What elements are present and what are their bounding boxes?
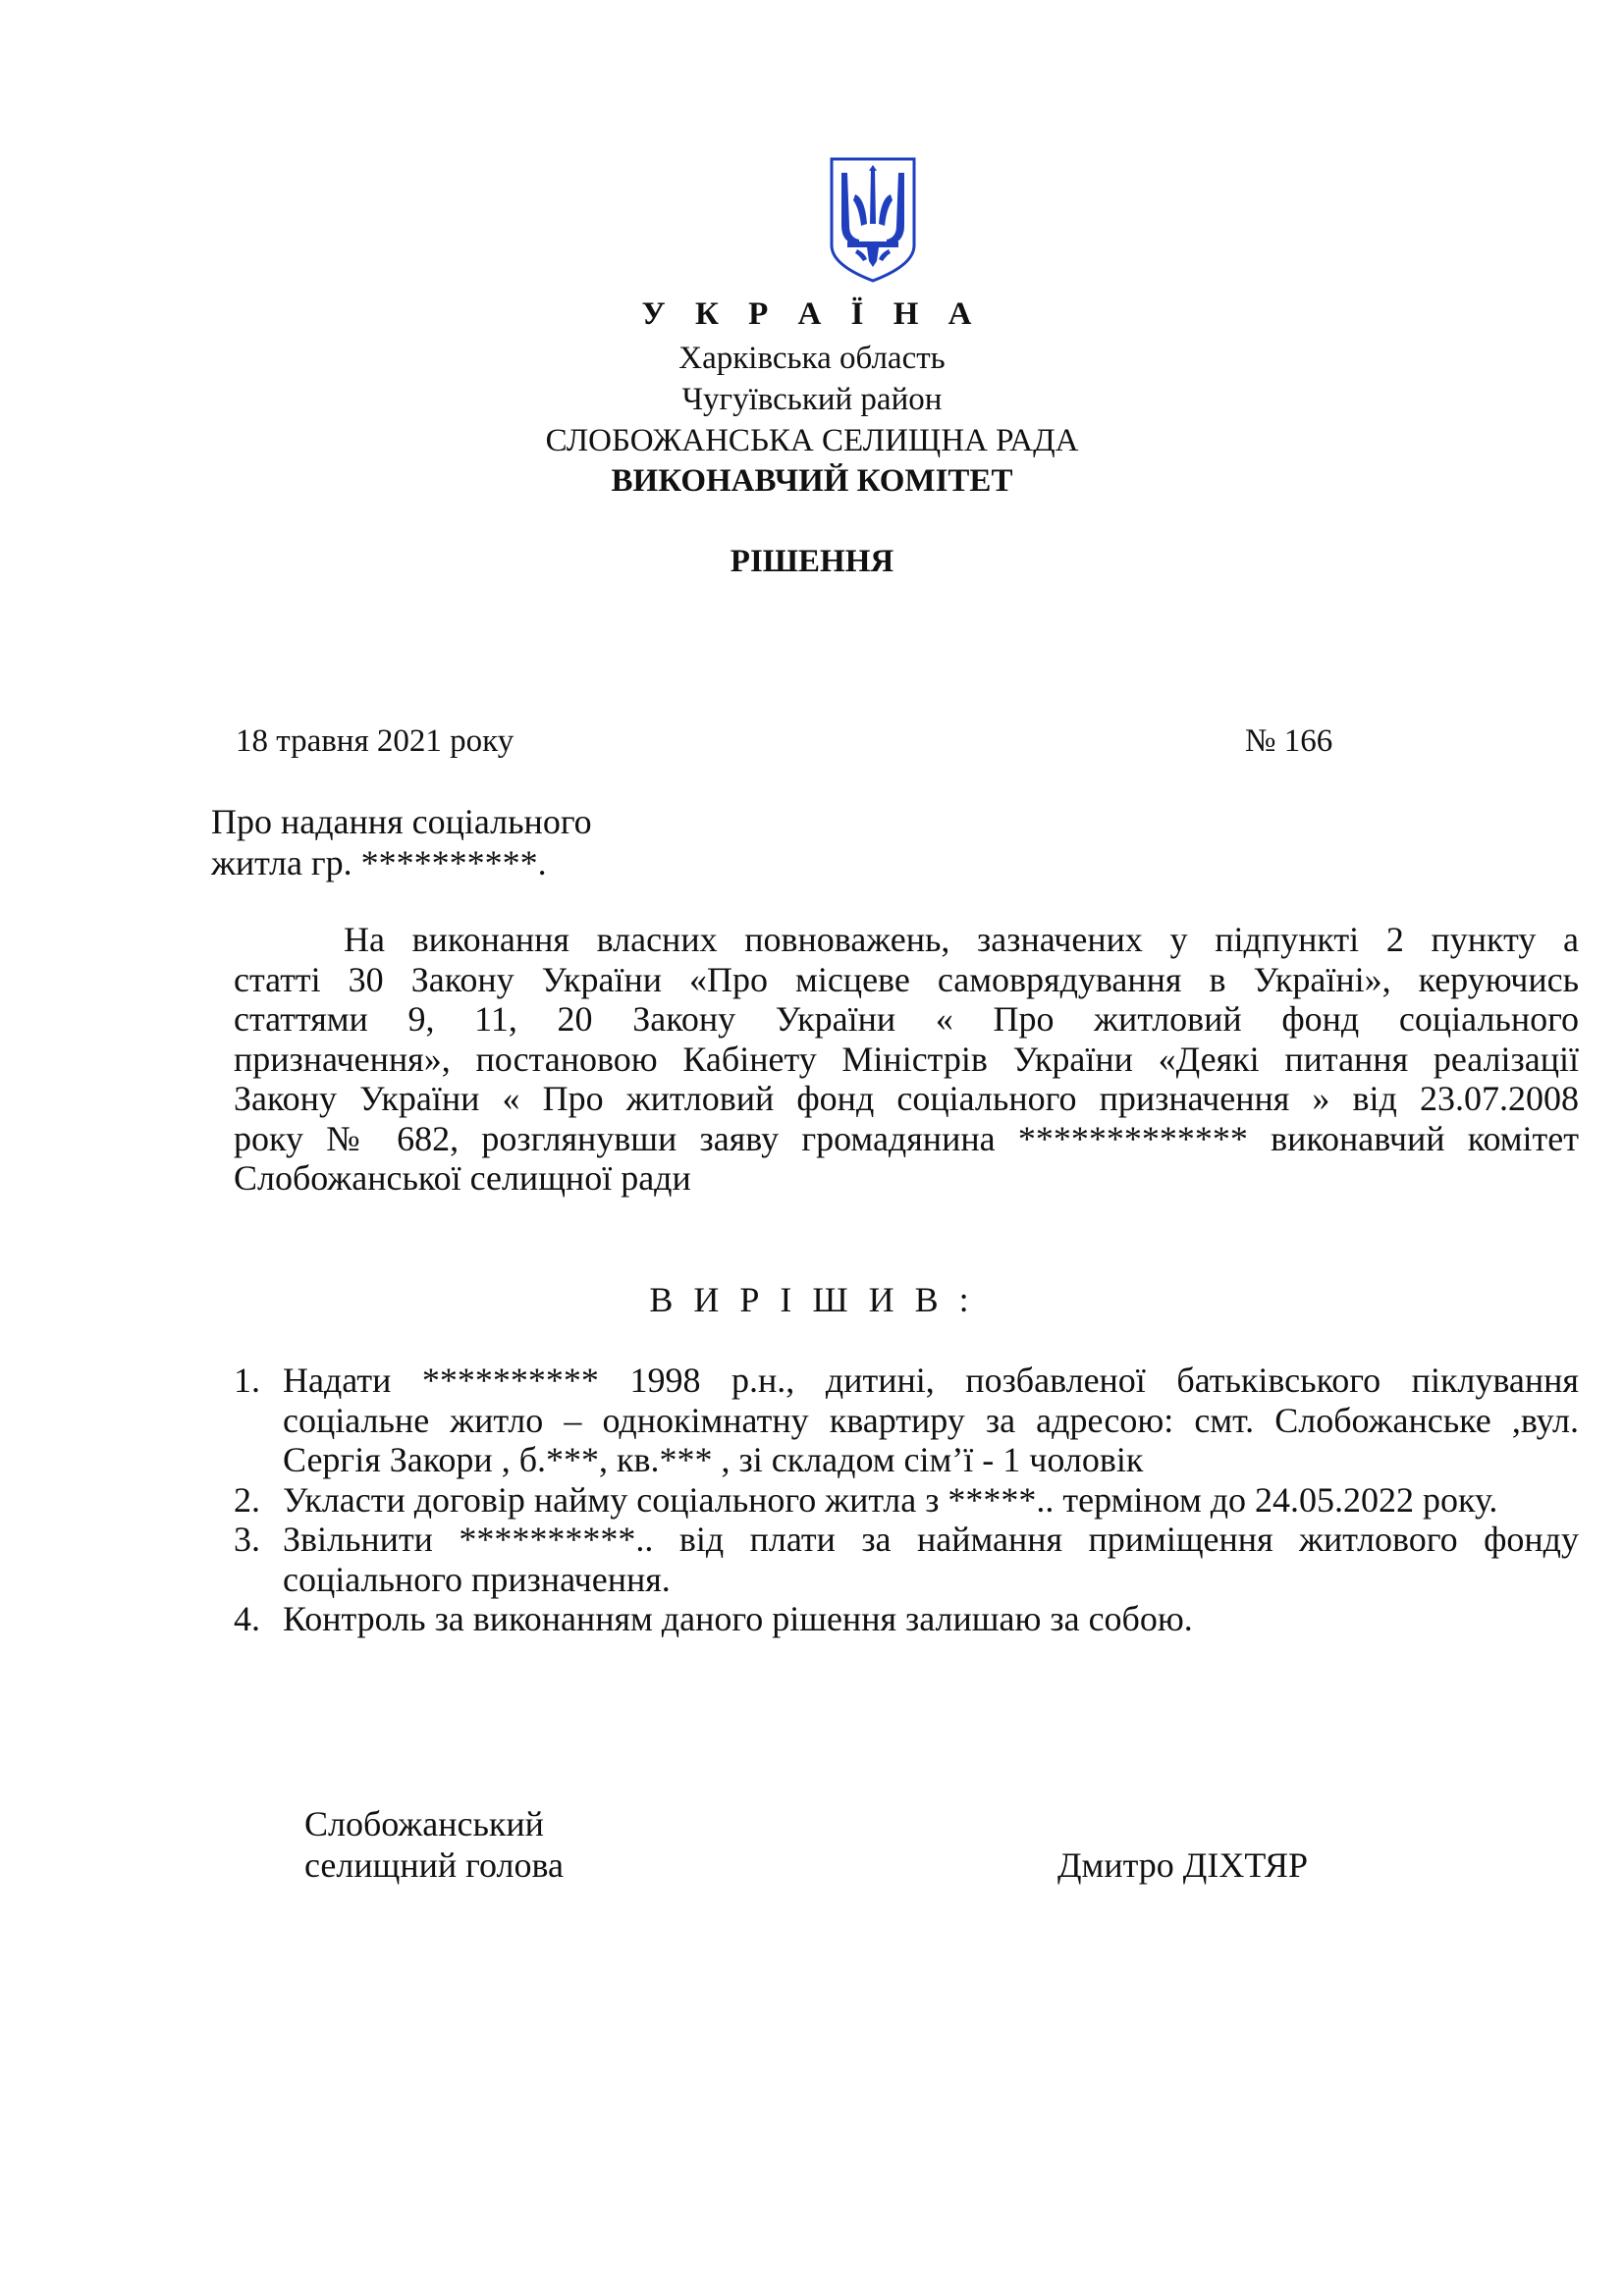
preamble-paragraph [234, 920, 1579, 1199]
item-number: 2. [234, 1479, 260, 1520]
item-line: Укласти договір найму соціального житла з *****.. терміном до 24.05.2022 року. [283, 1479, 1498, 1520]
item-number: 4. [234, 1599, 260, 1638]
decision-number: № 166 [1245, 723, 1333, 759]
item-line: Надати ********** 1998 р.н., дитині, позбавленої батьківського піклування [283, 1361, 1579, 1400]
preamble-line: статті 30 Закону України «Про місцеве самоврядування в Україні», керуючись [234, 959, 1579, 999]
item-line: соціальне житло – однокімнатну квартиру за адресою: смт. Слобожанське ,вул. [283, 1400, 1579, 1440]
item-line: Звільнити **********.. від плати за наймання приміщення житлового фонду [283, 1520, 1579, 1559]
list-item [234, 1599, 1579, 1639]
country-name: У К Р А Ї Н А [641, 296, 983, 332]
preamble-line: року № 682, розглянувши заяву громадянина ************* виконавчий комітет [234, 1118, 1579, 1158]
ukraine-trident-emblem-icon [828, 155, 918, 285]
item-line: соціального призначення. [283, 1559, 671, 1599]
preamble-line: Закону України « Про житловий фонд соціального призначення » від 23.07.2008 [234, 1079, 1579, 1118]
preamble-line: призначення», постановою Кабінету Міністрів України «Деякі питання реалізації [234, 1039, 1579, 1079]
preamble-line: Слобожанської селищної ради [234, 1158, 691, 1198]
item-number: 1. [234, 1361, 260, 1400]
signatory-position-line: селищний голова [304, 1845, 565, 1885]
preamble-line: статтями 9, 11, 20 Закону України « Про житловий фонд соціального [234, 999, 1579, 1039]
council-name: СЛОБОЖАНСЬКА СЕЛИЩНА РАДА [545, 423, 1079, 458]
preamble-line: На виконання власних повноважень, зазначених у підпункті 2 пункту а [344, 920, 1579, 959]
signatory-position [304, 1803, 564, 1886]
decision-items-list [234, 1361, 1579, 1639]
signatory-name: Дмитро ДІХТЯР [1057, 1845, 1308, 1885]
subject-line: житла гр. **********. [211, 843, 547, 882]
item-line: Контроль за виконанням даного рішення залишаю за собою. [283, 1599, 1193, 1638]
committee-name: ВИКОНАВЧИЙ КОМІТЕТ [611, 463, 1013, 499]
subject-line: Про надання соціального [211, 802, 592, 841]
region-name: Харківська область [678, 341, 946, 376]
signatory-position-line: Слобожанський [304, 1804, 544, 1843]
list-item [234, 1361, 1579, 1480]
resolve-heading: В И Р І Ш И В : [649, 1280, 975, 1319]
decision-date: 18 травня 2021 року [236, 723, 514, 759]
list-item [234, 1520, 1579, 1599]
decision-subject [211, 801, 800, 883]
list-item [234, 1480, 1579, 1521]
item-line: Сергія Закори , б.***, кв.*** , зі складом сім’ї - 1 чоловік [283, 1440, 1144, 1479]
district-name: Чугуївський район [681, 382, 943, 417]
item-number: 3. [234, 1520, 260, 1559]
document-type-title: РІШЕННЯ [730, 544, 894, 579]
